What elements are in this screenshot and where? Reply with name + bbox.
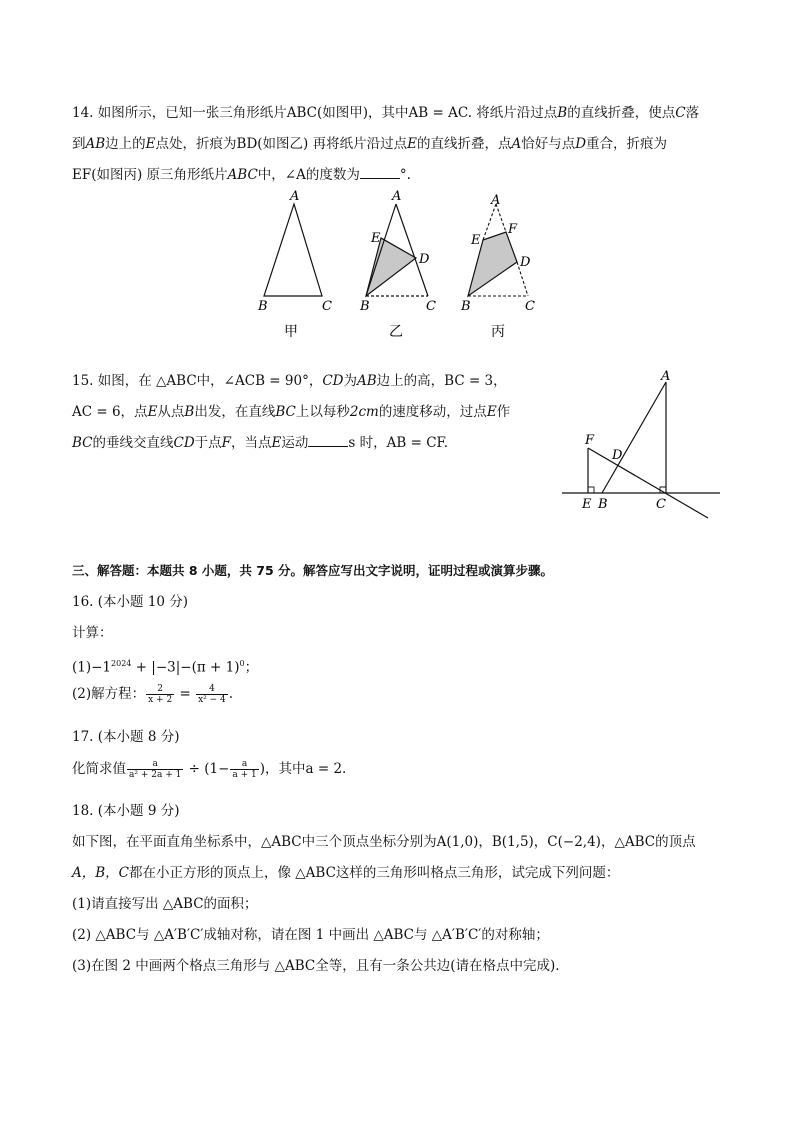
q16-part2: (2)解方程： $\frac{2}{x + 2}$ = $\frac{4}{\text{x² − 4}}$ .: [72, 684, 234, 705]
label-A-jia: A: [290, 189, 300, 204]
label-C-jia: C: [322, 299, 332, 314]
label-A-yi: A: [392, 189, 402, 204]
label-C-bing: C: [525, 299, 535, 314]
q14-line2: 到AB边上的E点处，折痕为BD(如图乙) 再将纸片沿过点E的直线折叠，点A恰好与点D重合，折痕为: [72, 136, 668, 152]
q14-line3: EF(如图丙) 原三角形纸片ABC中，∠A的度数为 °.: [72, 167, 411, 183]
q15-line2: AC = 6，点E从点B出发，在直线BC上以每秒2cm的速度移动，过点E作: [72, 404, 511, 420]
label-B-yi: B: [360, 299, 370, 314]
q15-line1: 15. 如图，在 △ABC中，∠ACB = 90°，CD为AB边上的高，BC = 3，: [72, 373, 507, 389]
label-B-bing: B: [461, 299, 471, 314]
q14-line1: 14. 如图所示，已知一张三角形纸片ABC(如图甲)，其中AB = AC. 将纸片沿过点B的直线折叠，使点C落: [72, 105, 700, 121]
triangle-jia: [264, 204, 322, 296]
q15-line3: BC的垂线交直线CD于点F，当点E运动 s 时，AB = CF.: [72, 435, 449, 451]
answer-blank: [308, 434, 348, 447]
caption-yi: 乙: [389, 324, 403, 340]
q18-line2: A，B，C都在小正方形的顶点上，像 △ABC这样的三角形叫格点三角形，试完成下列问题：: [72, 865, 620, 881]
caption-bing: 丙: [491, 324, 505, 340]
label-C-yi: C: [426, 299, 436, 314]
label-D-q15: D: [612, 448, 623, 463]
answer-blank: [360, 166, 400, 179]
label-F-bing: F: [508, 222, 518, 237]
q18-item2: (2) △ABC与 △A′B′C′成轴对称，请在图 1 中画出 △ABC与 △A′B′C′的对称轴；: [72, 927, 549, 943]
label-D-yi: D: [419, 252, 430, 267]
q18-line1: 如下图，在平面直角坐标系中，△ABC中三个顶点坐标分别为A(1,0)，B(1,5)，C(−2,4)，△ABC的顶点: [72, 834, 696, 850]
label-B-q15: B: [598, 497, 608, 512]
q16-part1: $(1)-1^{2024} + |-3|-(\pi + 1)^0$；: [72, 659, 259, 676]
label-C-q15: C: [656, 497, 666, 512]
q18-item3: (3)在图 2 中画两个格点三角形与 △ABC全等，且有一条公共边(请在格点中完成).: [72, 958, 560, 974]
label-A-bing: A: [491, 193, 501, 208]
fraction: $\frac{2}{x + 2}$: [148, 684, 173, 705]
fraction: $\frac{a}{a + 1}$: [232, 759, 257, 780]
q17-header: 17. (本小题 8 分): [72, 729, 180, 745]
label-F-q15: F: [585, 433, 595, 448]
label-E-q15: E: [582, 497, 592, 512]
q17-body: 化简求值 $\frac{a}{\text{a² + 2a + 1}}$ ÷ (1− $\frac{a}{a + 1}$ )，其中a = 2.: [72, 759, 347, 780]
q14-figures: [250, 186, 550, 346]
q15-figure: [556, 366, 726, 526]
shaded-fold-yi: [366, 238, 416, 296]
q18-item1: (1)请直接写出 △ABC的面积；: [72, 896, 258, 912]
section-title: 三、解答题：本题共 8 小题，共 75 分。解答应写出文字说明，证明过程或演算步骤。: [72, 563, 554, 578]
caption-jia: 甲: [284, 324, 298, 340]
label-E-yi: E: [371, 231, 381, 246]
fraction: $\frac{a}{\text{a² + 2a + 1}}$: [129, 759, 182, 780]
label-D-bing: D: [520, 255, 531, 270]
q16-header: 16. (本小题 10 分): [72, 594, 189, 610]
label-E-bing: E: [471, 233, 481, 248]
label-B-jia: B: [258, 299, 268, 314]
fraction: $\frac{4}{\text{x² − 4}}$: [198, 684, 226, 705]
label-A-q15: A: [661, 369, 671, 384]
q16-intro: 计算：: [72, 625, 113, 641]
q18-header: 18. (本小题 9 分): [72, 803, 180, 819]
